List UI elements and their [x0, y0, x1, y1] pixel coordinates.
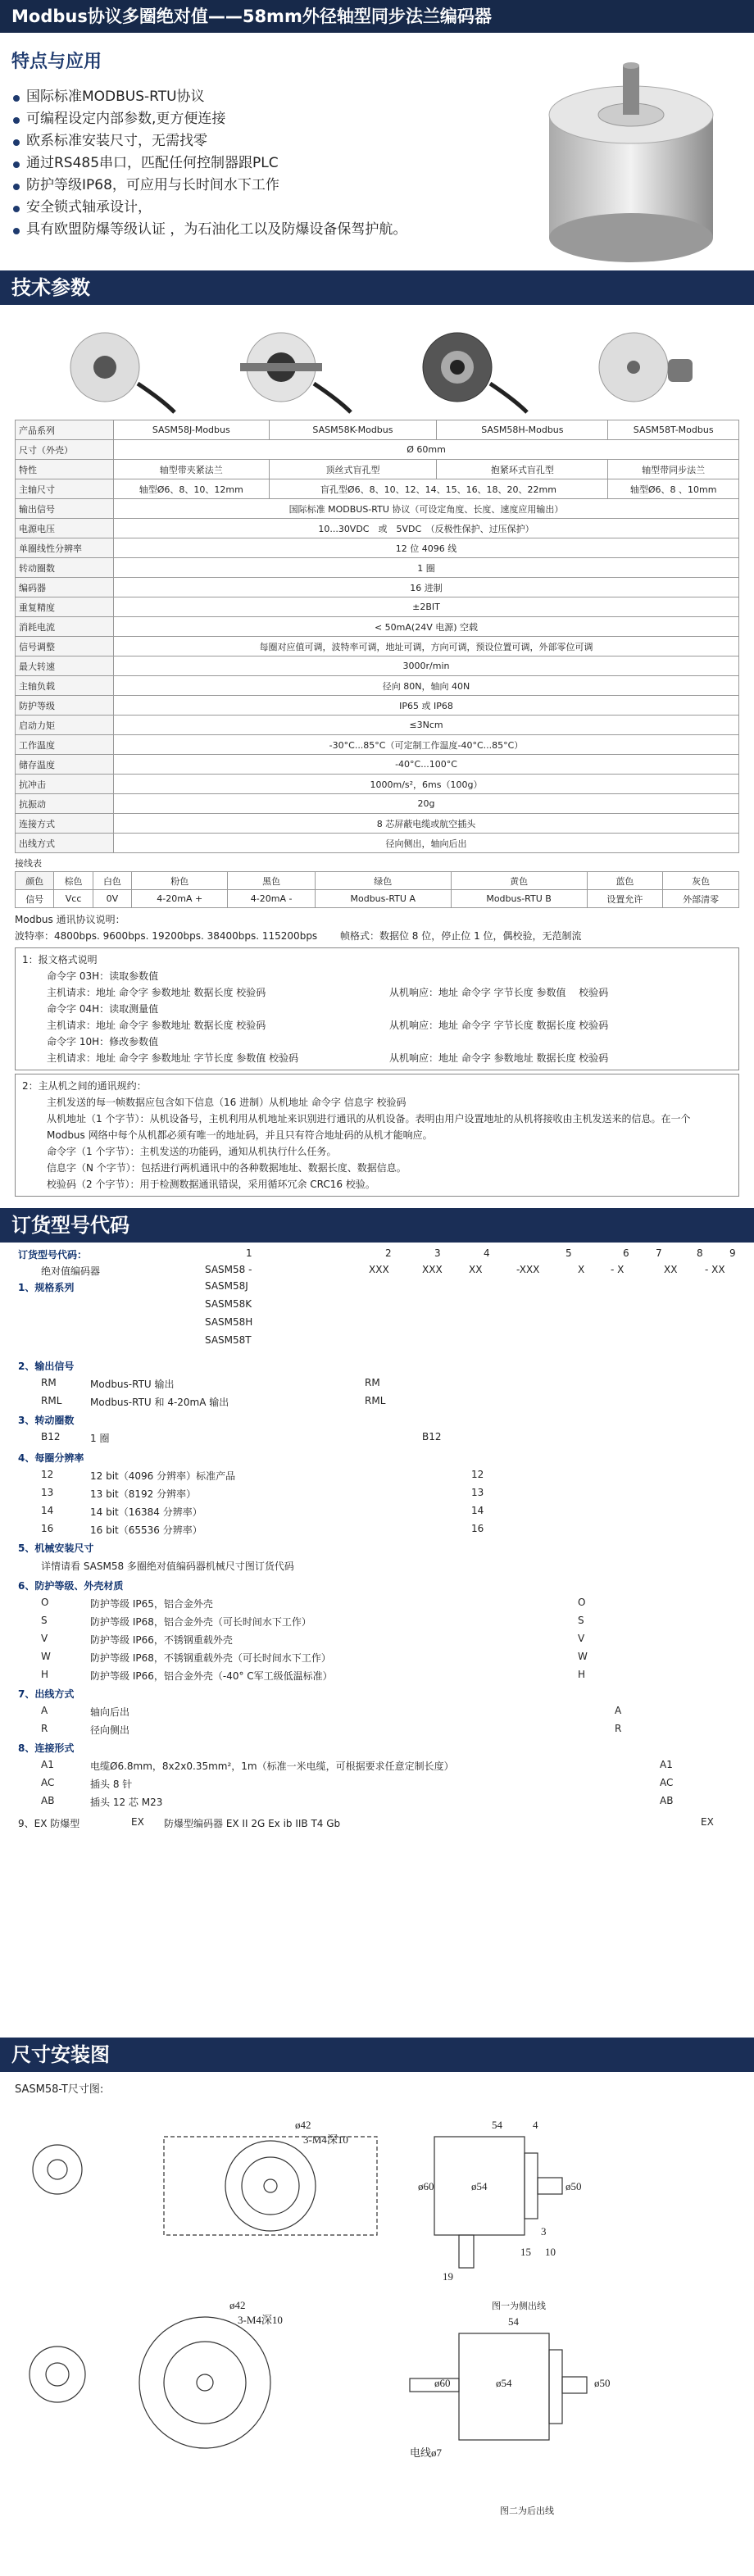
order-text: A: [41, 1705, 48, 1716]
table-row: [16, 538, 739, 558]
modbus-line: 命令字 04H：读取测量值: [47, 1003, 159, 1015]
table-cell: 出线方式: [16, 834, 114, 853]
order-text: 插头 8 针: [90, 1779, 133, 1790]
order-text: 订货型号代码：: [18, 1249, 88, 1261]
order-text: S: [41, 1615, 48, 1626]
order-text: - XX: [705, 1264, 725, 1275]
table-row: [16, 499, 739, 519]
tech-params-header: 技术参数: [0, 270, 754, 305]
table-row: [16, 440, 739, 460]
table-cell: 工作温度: [16, 735, 114, 755]
table-row: [16, 597, 739, 617]
order-text: 12: [471, 1469, 484, 1480]
order-text: 16: [471, 1523, 484, 1534]
table-cell: -30°C...85°C（可定制工作温度-40°C...85°C）: [114, 735, 739, 755]
modbus-title: Modbus 通讯协议说明：: [15, 914, 125, 925]
order-text: AC: [660, 1777, 674, 1788]
table-cell: 3000r/min: [114, 656, 739, 676]
order-text: SASM58T: [205, 1334, 252, 1346]
table-cell: 启动力矩: [16, 716, 114, 735]
table-cell: SASM58J-Modbus: [114, 420, 270, 440]
order-text: 防爆型编码器 EX II 2G Ex ib IIB T4 Gb: [164, 1818, 341, 1829]
order-text: XX: [664, 1264, 678, 1275]
order-text: 1、规格系列: [18, 1282, 75, 1293]
order-text: V: [578, 1633, 585, 1644]
order-text: EX: [131, 1816, 144, 1828]
order-text: R: [615, 1723, 622, 1734]
order-text: 5、机械安装尺寸: [18, 1542, 94, 1554]
side-flange-2: [549, 2350, 562, 2424]
order-text: R: [41, 1723, 48, 1734]
table-row: [16, 775, 739, 794]
modbus-row: [22, 1017, 732, 1034]
table-cell: 储存温度: [16, 755, 114, 775]
small-shaft-2: [46, 2363, 69, 2386]
table-cell: 抗振动: [16, 794, 114, 814]
modbus-row: [22, 984, 732, 1001]
order-text: 绝对值编码器: [41, 1265, 101, 1277]
order-text: 插头 12 芯 M23: [90, 1797, 163, 1808]
table-row: [16, 460, 739, 479]
order-text: 6、防护等级、外壳材质: [18, 1580, 124, 1592]
order-text: 2、输出信号: [18, 1361, 75, 1372]
order-code-section: [0, 1243, 754, 2038]
modbus-line: 主机请求：地址 命令字 参数地址 字节长度 参数值 校验码: [47, 1052, 299, 1064]
modbus-line: 主机请求：地址 命令字 参数地址 数据长度 校验码: [47, 987, 266, 998]
order-text: O: [578, 1597, 586, 1608]
spec-table: [15, 420, 739, 853]
front-flange: [225, 2141, 316, 2231]
feature-item: 可编程设定内部参数,更方便连接: [11, 108, 743, 130]
order-text: 9、EX 防爆型: [18, 1818, 80, 1829]
table-cell: 每圈对应值可调，波特率可调，地址可调，方向可调，预设位置可调，外部零位可调: [114, 637, 739, 656]
table-cell: IP65 或 IP68: [114, 696, 739, 716]
feature-item: 国际标准MODBUS-RTU协议: [11, 86, 743, 108]
order-text: 12 bit（4096 分辨率）标准产品: [90, 1470, 236, 1482]
order-text: B12: [41, 1431, 61, 1442]
order-text: 13 bit（8192 分辨率）: [90, 1488, 197, 1500]
encoder-j-image: [48, 318, 179, 416]
table-cell: 颜色: [16, 872, 54, 890]
table-row: [16, 656, 739, 676]
dim-label: 电线ø7: [410, 2447, 443, 2459]
table-row: [16, 890, 739, 908]
encoder-k-image: [224, 318, 355, 416]
table-cell: 16 进制: [114, 578, 739, 597]
table-cell: 1 圈: [114, 558, 739, 578]
order-text: 14 bit（16384 分辨率）: [90, 1506, 202, 1518]
order-text: - X: [611, 1264, 625, 1275]
modbus-line: 从机响应：地址 命令字 字节长度 参数值 校验码: [389, 987, 609, 998]
order-text: A: [615, 1705, 622, 1716]
modbus-line: 校验码（2 个字节）：用于检测数据通讯错误，采用循环冗余 CRC16 校验。: [47, 1179, 375, 1190]
dim-label: 15: [520, 2246, 531, 2258]
side-shaft-2: [562, 2377, 587, 2393]
table-cell: 轴型带夹紧法兰: [114, 460, 270, 479]
order-text: 7、出线方式: [18, 1688, 75, 1700]
table-cell: 抗冲击: [16, 775, 114, 794]
order-text: 12: [41, 1469, 54, 1480]
table-row: [16, 872, 739, 890]
table-cell: 1000m/s²，6ms（100g）: [114, 775, 739, 794]
dim-label: ø42: [229, 2299, 246, 2311]
table-cell: 转动圈数: [16, 558, 114, 578]
table-cell: 连接方式: [16, 814, 114, 834]
features-title: 特点与应用: [11, 52, 102, 72]
order-text: SASM58H: [205, 1316, 253, 1328]
table-cell: SASM58H-Modbus: [437, 420, 608, 440]
order-text: 径向侧出: [90, 1724, 130, 1736]
table-cell: 尺寸（外壳）: [16, 440, 114, 460]
modbus-line: 2：主从机之间的通讯规约：: [22, 1080, 147, 1092]
table-cell: Vcc: [54, 890, 93, 908]
order-text: 2: [385, 1247, 392, 1259]
order-text: 16 bit（65536 分辨率）: [90, 1524, 202, 1536]
table-row: [16, 794, 739, 814]
order-text: RM: [41, 1377, 57, 1388]
order-text: 4: [484, 1247, 490, 1259]
table-cell: 4-20mA -: [228, 890, 315, 908]
dim-label: ø60: [418, 2180, 434, 2192]
order-text: RM: [365, 1377, 380, 1388]
table-cell: 轴型Ø6、8 、10mm: [608, 479, 739, 499]
table-cell: 抱紧环式盲孔型: [437, 460, 608, 479]
feature-item: 安全锁式轴承设计，: [11, 197, 743, 219]
order-text: -XXX: [516, 1264, 540, 1275]
order-text: 13: [41, 1487, 54, 1498]
order-text: 8、连接形式: [18, 1742, 75, 1754]
table-cell: Modbus-RTU B: [451, 890, 587, 908]
dim-label: ø54: [471, 2180, 488, 2192]
order-text: H: [41, 1669, 49, 1680]
table-row: [16, 578, 739, 597]
table-cell: 灰色: [663, 872, 739, 890]
table-row: [16, 637, 739, 656]
side-cable: [459, 2235, 474, 2268]
order-text: 14: [471, 1505, 484, 1516]
table-cell: 12 位 4096 线: [114, 538, 739, 558]
modbus-box-1: [15, 947, 739, 1070]
order-text: 1 圈: [90, 1433, 110, 1444]
order-text: 轴向后出: [90, 1706, 130, 1718]
order-text: 防护等级 IP68，不锈钢重载外壳（可长时间水下工作）: [90, 1652, 331, 1664]
modbus-baud: 波特率：4800bps. 9600bps. 19200bps. 38400bps. 115200bps 帧格式：数据位 8 位，停止位 1 位，偶校验，无范制流: [15, 930, 582, 942]
modbus-line: 从机地址（1 个字节）：从机设备号，主机利用从机地址来识别进行通讯的从机设备。表明由用户设置地址的从机将接收由主机发送来的信息。在一个 Modbus 网络中每个从机都必须有唯一的地址码，并且只有符合地址码的从机才能响应。: [47, 1113, 691, 1141]
table-cell: ≤3Ncm: [114, 716, 739, 735]
table-cell: 输出信号: [16, 499, 114, 519]
order-text: RML: [41, 1395, 62, 1406]
table-cell: 黄色: [451, 872, 587, 890]
order-text: 14: [41, 1505, 54, 1516]
modbus-box-2: [15, 1074, 739, 1197]
order-text: A1: [660, 1759, 673, 1770]
order-text: 6: [623, 1247, 629, 1259]
front-box: [164, 2137, 377, 2235]
small-front-view: [33, 2145, 82, 2194]
order-text: 8: [697, 1247, 703, 1259]
feature-item: 欧系标准安装尺寸，无需找零: [11, 130, 743, 152]
order-text: SASM58J: [205, 1280, 248, 1292]
dim-label: 54: [492, 2119, 502, 2131]
rear-shaft: [197, 2374, 213, 2391]
dim-label: 3-M4深10: [303, 2133, 348, 2146]
dim-label: ø50: [594, 2377, 611, 2389]
modbus-row: [22, 1050, 732, 1066]
modbus-line: 主机发送的每一帧数据应包含如下信息（16 进制）从机地址 命令字 信息字 校验码: [47, 1097, 407, 1108]
order-text: XX: [469, 1264, 483, 1275]
table-cell: 20g: [114, 794, 739, 814]
table-row: [16, 558, 739, 578]
front-inner: [242, 2157, 299, 2215]
table-cell: 黑色: [228, 872, 315, 890]
table-cell: 编码器: [16, 578, 114, 597]
order-text: RML: [365, 1395, 386, 1406]
encoder-h-image: [400, 318, 531, 416]
modbus-line: 命令字 03H：读取参数值: [47, 970, 159, 982]
order-text: H: [578, 1669, 586, 1680]
table-cell: 重复精度: [16, 597, 114, 617]
table-cell: < 50mA(24V 电源) 空载: [114, 617, 739, 637]
order-text: 电缆Ø6.8mm，8x2x0.35mm²，1m（标准一米电缆，可根据要求任意定制长度）: [90, 1760, 454, 1772]
order-text: V: [41, 1633, 48, 1644]
table-row: [16, 696, 739, 716]
table-row: [16, 755, 739, 775]
order-text: 16: [41, 1523, 54, 1534]
side-shaft: [538, 2178, 562, 2194]
table-cell: 外部清零: [663, 890, 739, 908]
feature-item: 具有欧盟防爆等级认证 ，为石油化工以及防爆设备保驾护航。: [11, 219, 743, 241]
table-cell: 设置允许: [587, 890, 663, 908]
order-text: 防护等级 IP66，铝合金外壳（-40° C军工级低温标准）: [90, 1670, 333, 1682]
order-text: 5: [566, 1247, 572, 1259]
table-row: [16, 676, 739, 696]
dim-label: ø42: [295, 2119, 311, 2131]
table-cell: 产品系列: [16, 420, 114, 440]
order-text: 7: [656, 1247, 662, 1259]
modbus-line: 信息字（N 个字节）：包括进行两机通讯中的各种数据地址、数据长度、数据信息。: [47, 1162, 407, 1174]
features-section: [0, 33, 754, 270]
order-text: SASM58 -: [205, 1264, 252, 1275]
order-text: 3: [434, 1247, 441, 1259]
modbus-line: 主机请求：地址 命令字 参数地址 数据长度 校验码: [47, 1020, 266, 1031]
table-cell: 顶丝式盲孔型: [269, 460, 437, 479]
modbus-line: 1：报文格式说明: [22, 954, 98, 965]
product-photos: [0, 305, 754, 420]
table-cell: Modbus-RTU A: [315, 890, 451, 908]
rear-inner: [164, 2342, 246, 2424]
table-row: [16, 716, 739, 735]
dim-label: 3: [541, 2225, 547, 2238]
table-cell: 10...30VDC 或 5VDC （反极性保护、过压保护）: [114, 519, 739, 538]
table-cell: 径向 80N，轴向 40N: [114, 676, 739, 696]
table-cell: 绿色: [315, 872, 451, 890]
order-text: AB: [660, 1795, 674, 1806]
table-row: [16, 420, 739, 440]
table-cell: 棕色: [54, 872, 93, 890]
modbus-line: 从机响应：地址 命令字 参数地址 数据长度 校验码: [389, 1052, 609, 1064]
order-text: 详情请看 SASM58 多圈绝对值编码器机械尺寸图订货代码: [41, 1561, 294, 1572]
encoder-t-image: [576, 318, 707, 416]
order-text: AC: [41, 1777, 55, 1788]
order-text: 4、每圈分辨率: [18, 1452, 84, 1464]
table-row: [16, 735, 739, 755]
order-text: Modbus-RTU 输出: [90, 1379, 175, 1390]
table-cell: 盲孔型Ø6、8、10、12、14、15、16、18、20、22mm: [269, 479, 608, 499]
table-cell: SASM58K-Modbus: [269, 420, 437, 440]
table-cell: 特性: [16, 460, 114, 479]
table-cell: 防护等级: [16, 696, 114, 716]
table-row: [16, 834, 739, 853]
table-row: [16, 814, 739, 834]
dims-subtitle: SASM58-T尺寸图:: [15, 2083, 104, 2096]
order-text: XXX: [369, 1264, 389, 1275]
dim-label: ø60: [434, 2377, 451, 2389]
dim-label: 3-M4深10: [238, 2314, 283, 2326]
table-cell: 0V: [93, 890, 131, 908]
table-cell: 最大转速: [16, 656, 114, 676]
table-cell: 信号: [16, 890, 54, 908]
order-text: X: [578, 1264, 585, 1275]
table-cell: 消耗电流: [16, 617, 114, 637]
order-text: Modbus-RTU 和 4-20mA 输出: [90, 1397, 229, 1408]
dimension-drawing: [0, 2104, 754, 2530]
order-text: AB: [41, 1795, 55, 1806]
order-text: XXX: [422, 1264, 443, 1275]
dim-label: 54: [508, 2315, 519, 2328]
table-cell: 8 芯屏蔽电缆或航空插头: [114, 814, 739, 834]
small-front-view-2: [30, 2347, 85, 2402]
dim-label: ø50: [566, 2180, 582, 2192]
order-text: W: [41, 1651, 51, 1662]
table-cell: -40°C...100°C: [114, 755, 739, 775]
table-row: [16, 519, 739, 538]
encoder-product-image: [516, 49, 738, 270]
table-cell: 单圈线性分辨率: [16, 538, 114, 558]
table-row: [16, 617, 739, 637]
table-cell: 主轴负载: [16, 676, 114, 696]
feature-item: 防护等级IP68，可应用与长时间水下工作: [11, 175, 743, 197]
table-cell: 径向侧出，轴向后出: [114, 834, 739, 853]
order-text: SASM58K: [205, 1298, 252, 1310]
page-title: Modbus协议多圈绝对值——58mm外径轴型同步法兰编码器: [0, 0, 754, 33]
dim-label: 10: [545, 2246, 556, 2258]
dim-label: 4: [533, 2119, 538, 2131]
table-cell: 白色: [93, 872, 131, 890]
table-cell: 轴型Ø6、8、10、12mm: [114, 479, 270, 499]
modbus-line: 命令字（1 个字节）：主机发送的功能码，通知从机执行什么任务。: [47, 1146, 337, 1157]
table-cell: 国际标准 MODBUS-RTU 协议（可设定角度、长度、速度应用输出）: [114, 499, 739, 519]
rear-flange: [139, 2317, 270, 2448]
table-cell: ±2BIT: [114, 597, 739, 617]
order-text: S: [578, 1615, 584, 1626]
modbus-line: 从机响应：地址 命令字 字节长度 数据长度 校验码: [389, 1020, 609, 1031]
order-text: W: [578, 1651, 588, 1662]
wire-table: [15, 871, 739, 908]
wire-table-label: 接线表: [15, 858, 42, 869]
order-text: 1: [246, 1247, 252, 1259]
table-row: [16, 479, 739, 499]
order-text: A1: [41, 1759, 54, 1770]
order-text: 3、转动圈数: [18, 1415, 75, 1426]
caption: 图一为侧出线: [492, 2301, 546, 2311]
dim-label: ø54: [496, 2377, 512, 2389]
front-shaft: [264, 2179, 277, 2192]
caption: 图二为后出线: [500, 2506, 554, 2516]
order-text: EX: [701, 1816, 714, 1828]
small-shaft: [48, 2160, 67, 2179]
order-text: 9: [729, 1247, 736, 1259]
table-cell: 粉色: [132, 872, 228, 890]
spec-rows: [16, 499, 739, 853]
order-code-header: 订货型号代码: [0, 1208, 754, 1243]
table-cell: 4-20mA +: [132, 890, 228, 908]
table-cell: 蓝色: [587, 872, 663, 890]
order-text: 防护等级 IP68，铝合金外壳（可长时间水下工作）: [90, 1616, 311, 1628]
order-text: O: [41, 1597, 49, 1608]
dim-label: 19: [443, 2270, 453, 2283]
modbus-line: 命令字 10H：修改参数值: [47, 1036, 159, 1047]
table-cell: 信号调整: [16, 637, 114, 656]
table-cell: SASM58T-Modbus: [608, 420, 739, 440]
order-text: 13: [471, 1487, 484, 1498]
modbus-section: [15, 911, 739, 1197]
side-flange: [525, 2153, 538, 2219]
order-text: 防护等级 IP66，不锈钢重载外壳: [90, 1634, 233, 1646]
dims-header: 尺寸安装图: [0, 2038, 754, 2072]
order-text: 防护等级 IP65，铝合金外壳: [90, 1598, 213, 1610]
feature-item: 通过RS485串口，匹配任何控制器跟PLC: [11, 152, 743, 175]
table-cell: 电源电压: [16, 519, 114, 538]
table-cell: Ø 60mm: [114, 440, 739, 460]
table-cell: 主轴尺寸: [16, 479, 114, 499]
order-text: B12: [422, 1431, 442, 1442]
table-cell: 轴型带同步法兰: [608, 460, 739, 479]
